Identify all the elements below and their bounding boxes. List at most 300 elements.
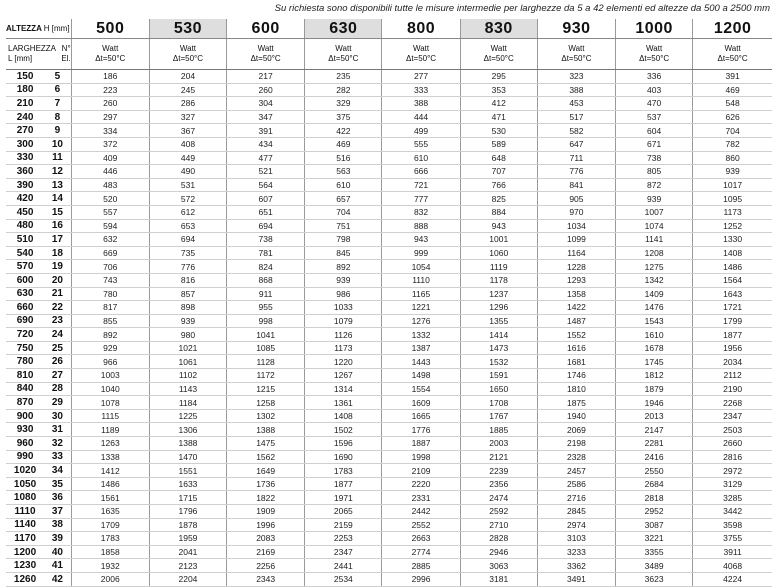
watt-cell-1000: 1342 <box>616 273 693 287</box>
watt-cell-630: 798 <box>305 233 382 247</box>
watt-cell-800: 1387 <box>382 341 460 355</box>
elements-cell: 24 <box>44 328 71 342</box>
watt-cell-530: 1102 <box>149 369 226 383</box>
table-row <box>6 70 772 84</box>
watt-cell-930: 582 <box>537 124 615 138</box>
watt-cell-1200: 1643 <box>693 287 772 301</box>
watt-cell-1000: 2952 <box>616 505 693 519</box>
watt-cell-1200: 3598 <box>693 518 772 532</box>
watt-cell-1200: 2503 <box>693 423 772 437</box>
watt-cell-630: 1361 <box>305 396 382 410</box>
watt-cell-600: 651 <box>227 205 305 219</box>
watt-cell-930: 1358 <box>537 287 615 301</box>
width-cell: 360 <box>6 165 44 179</box>
watt-label: Watt <box>257 44 274 53</box>
watt-cell-930: 970 <box>537 205 615 219</box>
watt-cell-600: 391 <box>227 124 305 138</box>
table-row <box>6 328 772 342</box>
watt-cell-800: 1887 <box>382 437 460 451</box>
width-cell: 450 <box>6 205 44 219</box>
watt-cell-800: 1165 <box>382 287 460 301</box>
watt-cell-630: 1502 <box>305 423 382 437</box>
table-row <box>6 205 772 219</box>
watt-cell-500: 223 <box>71 83 149 97</box>
watt-cell-830: 1060 <box>460 246 537 260</box>
width-cell: 780 <box>6 355 44 369</box>
watt-cell-500: 892 <box>71 328 149 342</box>
watt-cell-930: 2198 <box>537 437 615 451</box>
watt-cell-530: 245 <box>149 83 226 97</box>
watt-cell-800: 1110 <box>382 273 460 287</box>
watt-cell-1000: 1745 <box>616 355 693 369</box>
elements-cell: 33 <box>44 450 71 464</box>
height-header-row <box>6 19 772 39</box>
table-row <box>6 572 772 586</box>
height-header-530: 530 <box>149 19 226 39</box>
watt-cell-1000: 2147 <box>616 423 693 437</box>
watt-cell-830: 884 <box>460 205 537 219</box>
elements-cell: 41 <box>44 559 71 573</box>
watt-cell-800: 888 <box>382 219 460 233</box>
watt-cell-600: 2169 <box>227 545 305 559</box>
width-cell: 1260 <box>6 572 44 586</box>
watt-cell-930: 905 <box>537 192 615 206</box>
watt-cell-930: 1552 <box>537 328 615 342</box>
watt-cell-500: 1078 <box>71 396 149 410</box>
table-row <box>6 437 772 451</box>
watt-cell-1000: 1543 <box>616 314 693 328</box>
elements-cell: 29 <box>44 396 71 410</box>
watt-cell-800: 1998 <box>382 450 460 464</box>
watt-cell-930: 647 <box>537 137 615 151</box>
elements-cell: 31 <box>44 423 71 437</box>
elements-cell: 36 <box>44 491 71 505</box>
watt-cell-630: 235 <box>305 70 382 84</box>
watt-cell-1000: 1946 <box>616 396 693 410</box>
watt-cell-1200: 4224 <box>693 572 772 586</box>
watt-label: Watt <box>335 44 352 53</box>
watt-cell-1200: 3129 <box>693 477 772 491</box>
table-row <box>6 178 772 192</box>
watt-cell-500: 1932 <box>71 559 149 573</box>
height-header-500: 500 <box>71 19 149 39</box>
width-cell: 870 <box>6 396 44 410</box>
watt-cell-530: 898 <box>149 301 226 315</box>
watt-cell-630: 1220 <box>305 355 382 369</box>
watt-cell-530: 1959 <box>149 532 226 546</box>
watt-cell-800: 555 <box>382 137 460 151</box>
watt-cell-800: 1276 <box>382 314 460 328</box>
watt-cell-1200: 2816 <box>693 450 772 464</box>
elements-cell: 37 <box>44 505 71 519</box>
watt-cell-600: 564 <box>227 178 305 192</box>
height-header-830: 830 <box>460 19 537 39</box>
watt-cell-530: 449 <box>149 151 226 165</box>
table-row <box>6 491 772 505</box>
watt-cell-500: 855 <box>71 314 149 328</box>
table-row <box>6 518 772 532</box>
watt-cell-800: 1332 <box>382 328 460 342</box>
watt-cell-1000: 2550 <box>616 464 693 478</box>
watt-label: Watt <box>568 44 585 53</box>
watt-cell-830: 2710 <box>460 518 537 532</box>
watt-cell-1200: 626 <box>693 110 772 124</box>
unit-header-1200 <box>693 39 772 70</box>
table-row <box>6 260 772 274</box>
watt-cell-1200: 1017 <box>693 178 772 192</box>
table-row <box>6 559 772 573</box>
watt-cell-830: 1001 <box>460 233 537 247</box>
watt-cell-1000: 1812 <box>616 369 693 383</box>
table-row <box>6 409 772 423</box>
width-cell: 840 <box>6 382 44 396</box>
watt-cell-830: 2592 <box>460 505 537 519</box>
watt-cell-800: 388 <box>382 97 460 111</box>
watt-cell-1000: 1141 <box>616 233 693 247</box>
watt-cell-930: 1099 <box>537 233 615 247</box>
watt-cell-630: 845 <box>305 246 382 260</box>
watt-cell-530: 1021 <box>149 341 226 355</box>
width-cell: 1230 <box>6 559 44 573</box>
watt-cell-630: 1033 <box>305 301 382 315</box>
width-cell: 1200 <box>6 545 44 559</box>
watt-cell-1000: 3623 <box>616 572 693 586</box>
watt-cell-600: 217 <box>227 70 305 84</box>
watt-cell-500: 186 <box>71 70 149 84</box>
height-header-600: 600 <box>227 19 305 39</box>
watt-cell-530: 2041 <box>149 545 226 559</box>
watt-label: Watt <box>490 44 507 53</box>
unit-header-1000 <box>616 39 693 70</box>
delta-label: Δt=50°C <box>639 54 670 63</box>
watt-cell-800: 610 <box>382 151 460 165</box>
height-header-1000: 1000 <box>616 19 693 39</box>
elements-cell: 34 <box>44 464 71 478</box>
watt-cell-1200: 2034 <box>693 355 772 369</box>
watt-cell-530: 408 <box>149 137 226 151</box>
watt-cell-1200: 1721 <box>693 301 772 315</box>
watt-cell-1000: 1409 <box>616 287 693 301</box>
watt-cell-500: 1486 <box>71 477 149 491</box>
table-row <box>6 246 772 260</box>
watt-cell-800: 2331 <box>382 491 460 505</box>
watt-cell-1200: 1330 <box>693 233 772 247</box>
elements-cell: 19 <box>44 260 71 274</box>
watt-cell-500: 706 <box>71 260 149 274</box>
watt-cell-1200: 548 <box>693 97 772 111</box>
larghezza-header <box>6 39 57 70</box>
watt-cell-1000: 1208 <box>616 246 693 260</box>
watt-cell-800: 1554 <box>382 382 460 396</box>
width-cell: 510 <box>6 233 44 247</box>
width-cell: 570 <box>6 260 44 274</box>
watt-cell-1000: 403 <box>616 83 693 97</box>
watt-cell-930: 1164 <box>537 246 615 260</box>
watt-cell-1200: 860 <box>693 151 772 165</box>
watt-cell-600: 1215 <box>227 382 305 396</box>
delta-label: Δt=50°C <box>405 54 437 63</box>
height-header-930: 930 <box>537 19 615 39</box>
watt-cell-1200: 3911 <box>693 545 772 559</box>
watt-cell-800: 2220 <box>382 477 460 491</box>
width-cell: 330 <box>6 151 44 165</box>
watt-cell-600: 781 <box>227 246 305 260</box>
watt-cell-800: 999 <box>382 246 460 260</box>
watt-cell-800: 1443 <box>382 355 460 369</box>
watt-cell-500: 1040 <box>71 382 149 396</box>
table-row <box>6 219 772 233</box>
width-cell: 1110 <box>6 505 44 519</box>
watt-cell-800: 2774 <box>382 545 460 559</box>
watt-cell-500: 1189 <box>71 423 149 437</box>
watt-cell-930: 1422 <box>537 301 615 315</box>
elements-cell: 15 <box>44 205 71 219</box>
watt-cell-1000: 604 <box>616 124 693 138</box>
watt-cell-930: 1810 <box>537 382 615 396</box>
watt-cell-930: 1293 <box>537 273 615 287</box>
watt-cell-1000: 2684 <box>616 477 693 491</box>
watt-cell-630: 469 <box>305 137 382 151</box>
watt-cell-530: 490 <box>149 165 226 179</box>
table-row <box>6 450 772 464</box>
watt-cell-530: 327 <box>149 110 226 124</box>
watt-cell-500: 1561 <box>71 491 149 505</box>
watt-cell-1000: 3221 <box>616 532 693 546</box>
watt-cell-930: 2586 <box>537 477 615 491</box>
watt-cell-1200: 1095 <box>693 192 772 206</box>
table-row <box>6 423 772 437</box>
watt-cell-830: 1119 <box>460 260 537 274</box>
watt-cell-500: 1783 <box>71 532 149 546</box>
elements-cell: 25 <box>44 341 71 355</box>
watt-cell-1200: 1252 <box>693 219 772 233</box>
watt-cell-630: 2534 <box>305 572 382 586</box>
watt-cell-830: 2121 <box>460 450 537 464</box>
watt-cell-500: 1115 <box>71 409 149 423</box>
watt-cell-500: 780 <box>71 287 149 301</box>
watt-cell-1200: 1799 <box>693 314 772 328</box>
watt-cell-630: 2253 <box>305 532 382 546</box>
watt-cell-500: 372 <box>71 137 149 151</box>
watt-cell-600: 955 <box>227 301 305 315</box>
watt-cell-530: 857 <box>149 287 226 301</box>
watt-cell-600: 694 <box>227 219 305 233</box>
table-row <box>6 382 772 396</box>
width-cell: 1020 <box>6 464 44 478</box>
watt-cell-800: 1665 <box>382 409 460 423</box>
watt-cell-800: 499 <box>382 124 460 138</box>
table-row <box>6 192 772 206</box>
elements-cell: 42 <box>44 572 71 586</box>
watt-cell-830: 3181 <box>460 572 537 586</box>
watt-cell-830: 2946 <box>460 545 537 559</box>
watt-cell-630: 1690 <box>305 450 382 464</box>
watt-cell-630: 1126 <box>305 328 382 342</box>
watt-cell-930: 2328 <box>537 450 615 464</box>
watt-cell-830: 1355 <box>460 314 537 328</box>
watt-cell-1000: 2013 <box>616 409 693 423</box>
watt-cell-630: 375 <box>305 110 382 124</box>
watt-cell-1200: 1956 <box>693 341 772 355</box>
watt-cell-530: 367 <box>149 124 226 138</box>
watt-label: Watt <box>646 44 663 53</box>
watt-cell-530: 1061 <box>149 355 226 369</box>
elements-cell: 16 <box>44 219 71 233</box>
watt-cell-600: 304 <box>227 97 305 111</box>
elements-cell: 6 <box>44 83 71 97</box>
watt-cell-630: 516 <box>305 151 382 165</box>
table-row <box>6 165 772 179</box>
watt-cell-1200: 2112 <box>693 369 772 383</box>
watt-cell-1000: 1610 <box>616 328 693 342</box>
watt-cell-630: 2347 <box>305 545 382 559</box>
watt-cell-830: 530 <box>460 124 537 138</box>
watt-cell-530: 1306 <box>149 423 226 437</box>
watt-cell-1000: 2818 <box>616 491 693 505</box>
delta-label: Δt=50°C <box>95 54 126 63</box>
watt-cell-1000: 470 <box>616 97 693 111</box>
watt-cell-500: 297 <box>71 110 149 124</box>
watt-cell-830: 2239 <box>460 464 537 478</box>
watt-cell-1200: 469 <box>693 83 772 97</box>
watt-cell-1000: 3355 <box>616 545 693 559</box>
watt-cell-530: 1878 <box>149 518 226 532</box>
watt-cell-630: 1596 <box>305 437 382 451</box>
watt-cell-500: 1709 <box>71 518 149 532</box>
watt-cell-1000: 1678 <box>616 341 693 355</box>
watt-cell-930: 1487 <box>537 314 615 328</box>
width-cell: 1080 <box>6 491 44 505</box>
elements-cell: 39 <box>44 532 71 546</box>
watt-cell-1200: 1173 <box>693 205 772 219</box>
watt-cell-930: 2974 <box>537 518 615 532</box>
watt-cell-630: 2441 <box>305 559 382 573</box>
width-cell: 180 <box>6 83 44 97</box>
watt-cell-1200: 2190 <box>693 382 772 396</box>
watt-cell-830: 825 <box>460 192 537 206</box>
watt-cell-600: 824 <box>227 260 305 274</box>
watt-cell-800: 2109 <box>382 464 460 478</box>
watt-cell-800: 1609 <box>382 396 460 410</box>
watt-cell-500: 1003 <box>71 369 149 383</box>
watt-cell-500: 743 <box>71 273 149 287</box>
watt-cell-500: 1412 <box>71 464 149 478</box>
watt-cell-600: 521 <box>227 165 305 179</box>
watt-cell-600: 2343 <box>227 572 305 586</box>
watt-cell-830: 648 <box>460 151 537 165</box>
width-cell: 1050 <box>6 477 44 491</box>
width-cell: 480 <box>6 219 44 233</box>
elements-cell: 27 <box>44 369 71 383</box>
watt-cell-530: 653 <box>149 219 226 233</box>
watt-cell-800: 2442 <box>382 505 460 519</box>
elements-cell: 22 <box>44 301 71 315</box>
watt-cell-830: 2828 <box>460 532 537 546</box>
watt-cell-600: 868 <box>227 273 305 287</box>
watt-cell-1200: 4068 <box>693 559 772 573</box>
watt-cell-800: 1776 <box>382 423 460 437</box>
availability-note: Su richiesta sono disponibili tutte le misure intermedie per larghezze da 5 a 42 elementi ed altezze da 500 a 2500 mm <box>274 3 770 14</box>
watt-cell-1200: 2347 <box>693 409 772 423</box>
watt-cell-800: 2552 <box>382 518 460 532</box>
watt-cell-630: 1314 <box>305 382 382 396</box>
delta-label: Δt=50°C <box>561 54 592 63</box>
elements-cell: 35 <box>44 477 71 491</box>
watt-cell-630: 704 <box>305 205 382 219</box>
unit-header-930 <box>537 39 615 70</box>
watt-cell-500: 966 <box>71 355 149 369</box>
width-cell: 810 <box>6 369 44 383</box>
delta-label: Δt=50°C <box>717 54 748 63</box>
watt-cell-1000: 1476 <box>616 301 693 315</box>
table-row <box>6 477 772 491</box>
watt-cell-530: 1551 <box>149 464 226 478</box>
watt-cell-800: 666 <box>382 165 460 179</box>
watt-cell-1000: 1007 <box>616 205 693 219</box>
watt-cell-630: 939 <box>305 273 382 287</box>
watt-cell-1000: 3087 <box>616 518 693 532</box>
watt-cell-600: 2083 <box>227 532 305 546</box>
elements-cell: 26 <box>44 355 71 369</box>
watt-cell-500: 334 <box>71 124 149 138</box>
delta-label: Δt=50°C <box>250 54 281 63</box>
watt-cell-630: 282 <box>305 83 382 97</box>
larghezza-unit: L [mm] <box>8 54 33 63</box>
n-label: N° <box>61 44 71 53</box>
watt-cell-530: 1715 <box>149 491 226 505</box>
watt-cell-600: 347 <box>227 110 305 124</box>
elements-cell: 32 <box>44 437 71 451</box>
watt-cell-800: 1221 <box>382 301 460 315</box>
width-cell: 150 <box>6 70 44 84</box>
table-row <box>6 545 772 559</box>
watt-cell-930: 388 <box>537 83 615 97</box>
watt-cell-530: 1470 <box>149 450 226 464</box>
elements-cell: 20 <box>44 273 71 287</box>
width-cell: 420 <box>6 192 44 206</box>
watt-cell-600: 607 <box>227 192 305 206</box>
watt-cell-1200: 1877 <box>693 328 772 342</box>
table-row <box>6 369 772 383</box>
width-cell: 210 <box>6 97 44 111</box>
watt-cell-1200: 1408 <box>693 246 772 260</box>
watt-cell-800: 333 <box>382 83 460 97</box>
watt-cell-800: 2996 <box>382 572 460 586</box>
watt-cell-930: 1940 <box>537 409 615 423</box>
watt-cell-530: 1633 <box>149 477 226 491</box>
delta-label: Δt=50°C <box>483 54 514 63</box>
table-row <box>6 110 772 124</box>
width-cell: 930 <box>6 423 44 437</box>
watt-cell-930: 841 <box>537 178 615 192</box>
elements-cell: 9 <box>44 124 71 138</box>
watt-cell-800: 832 <box>382 205 460 219</box>
watt-cell-600: 260 <box>227 83 305 97</box>
watt-cell-630: 1173 <box>305 341 382 355</box>
watt-cell-600: 1128 <box>227 355 305 369</box>
watt-cell-530: 204 <box>149 70 226 84</box>
watt-cell-630: 1079 <box>305 314 382 328</box>
height-header-1200: 1200 <box>693 19 772 39</box>
watt-cell-530: 1225 <box>149 409 226 423</box>
altezza-text: ALTEZZA <box>6 24 44 33</box>
watt-cell-800: 2663 <box>382 532 460 546</box>
watt-cell-500: 817 <box>71 301 149 315</box>
subheader-row <box>6 39 772 70</box>
width-cell: 240 <box>6 110 44 124</box>
table-row <box>6 151 772 165</box>
watt-cell-930: 3233 <box>537 545 615 559</box>
